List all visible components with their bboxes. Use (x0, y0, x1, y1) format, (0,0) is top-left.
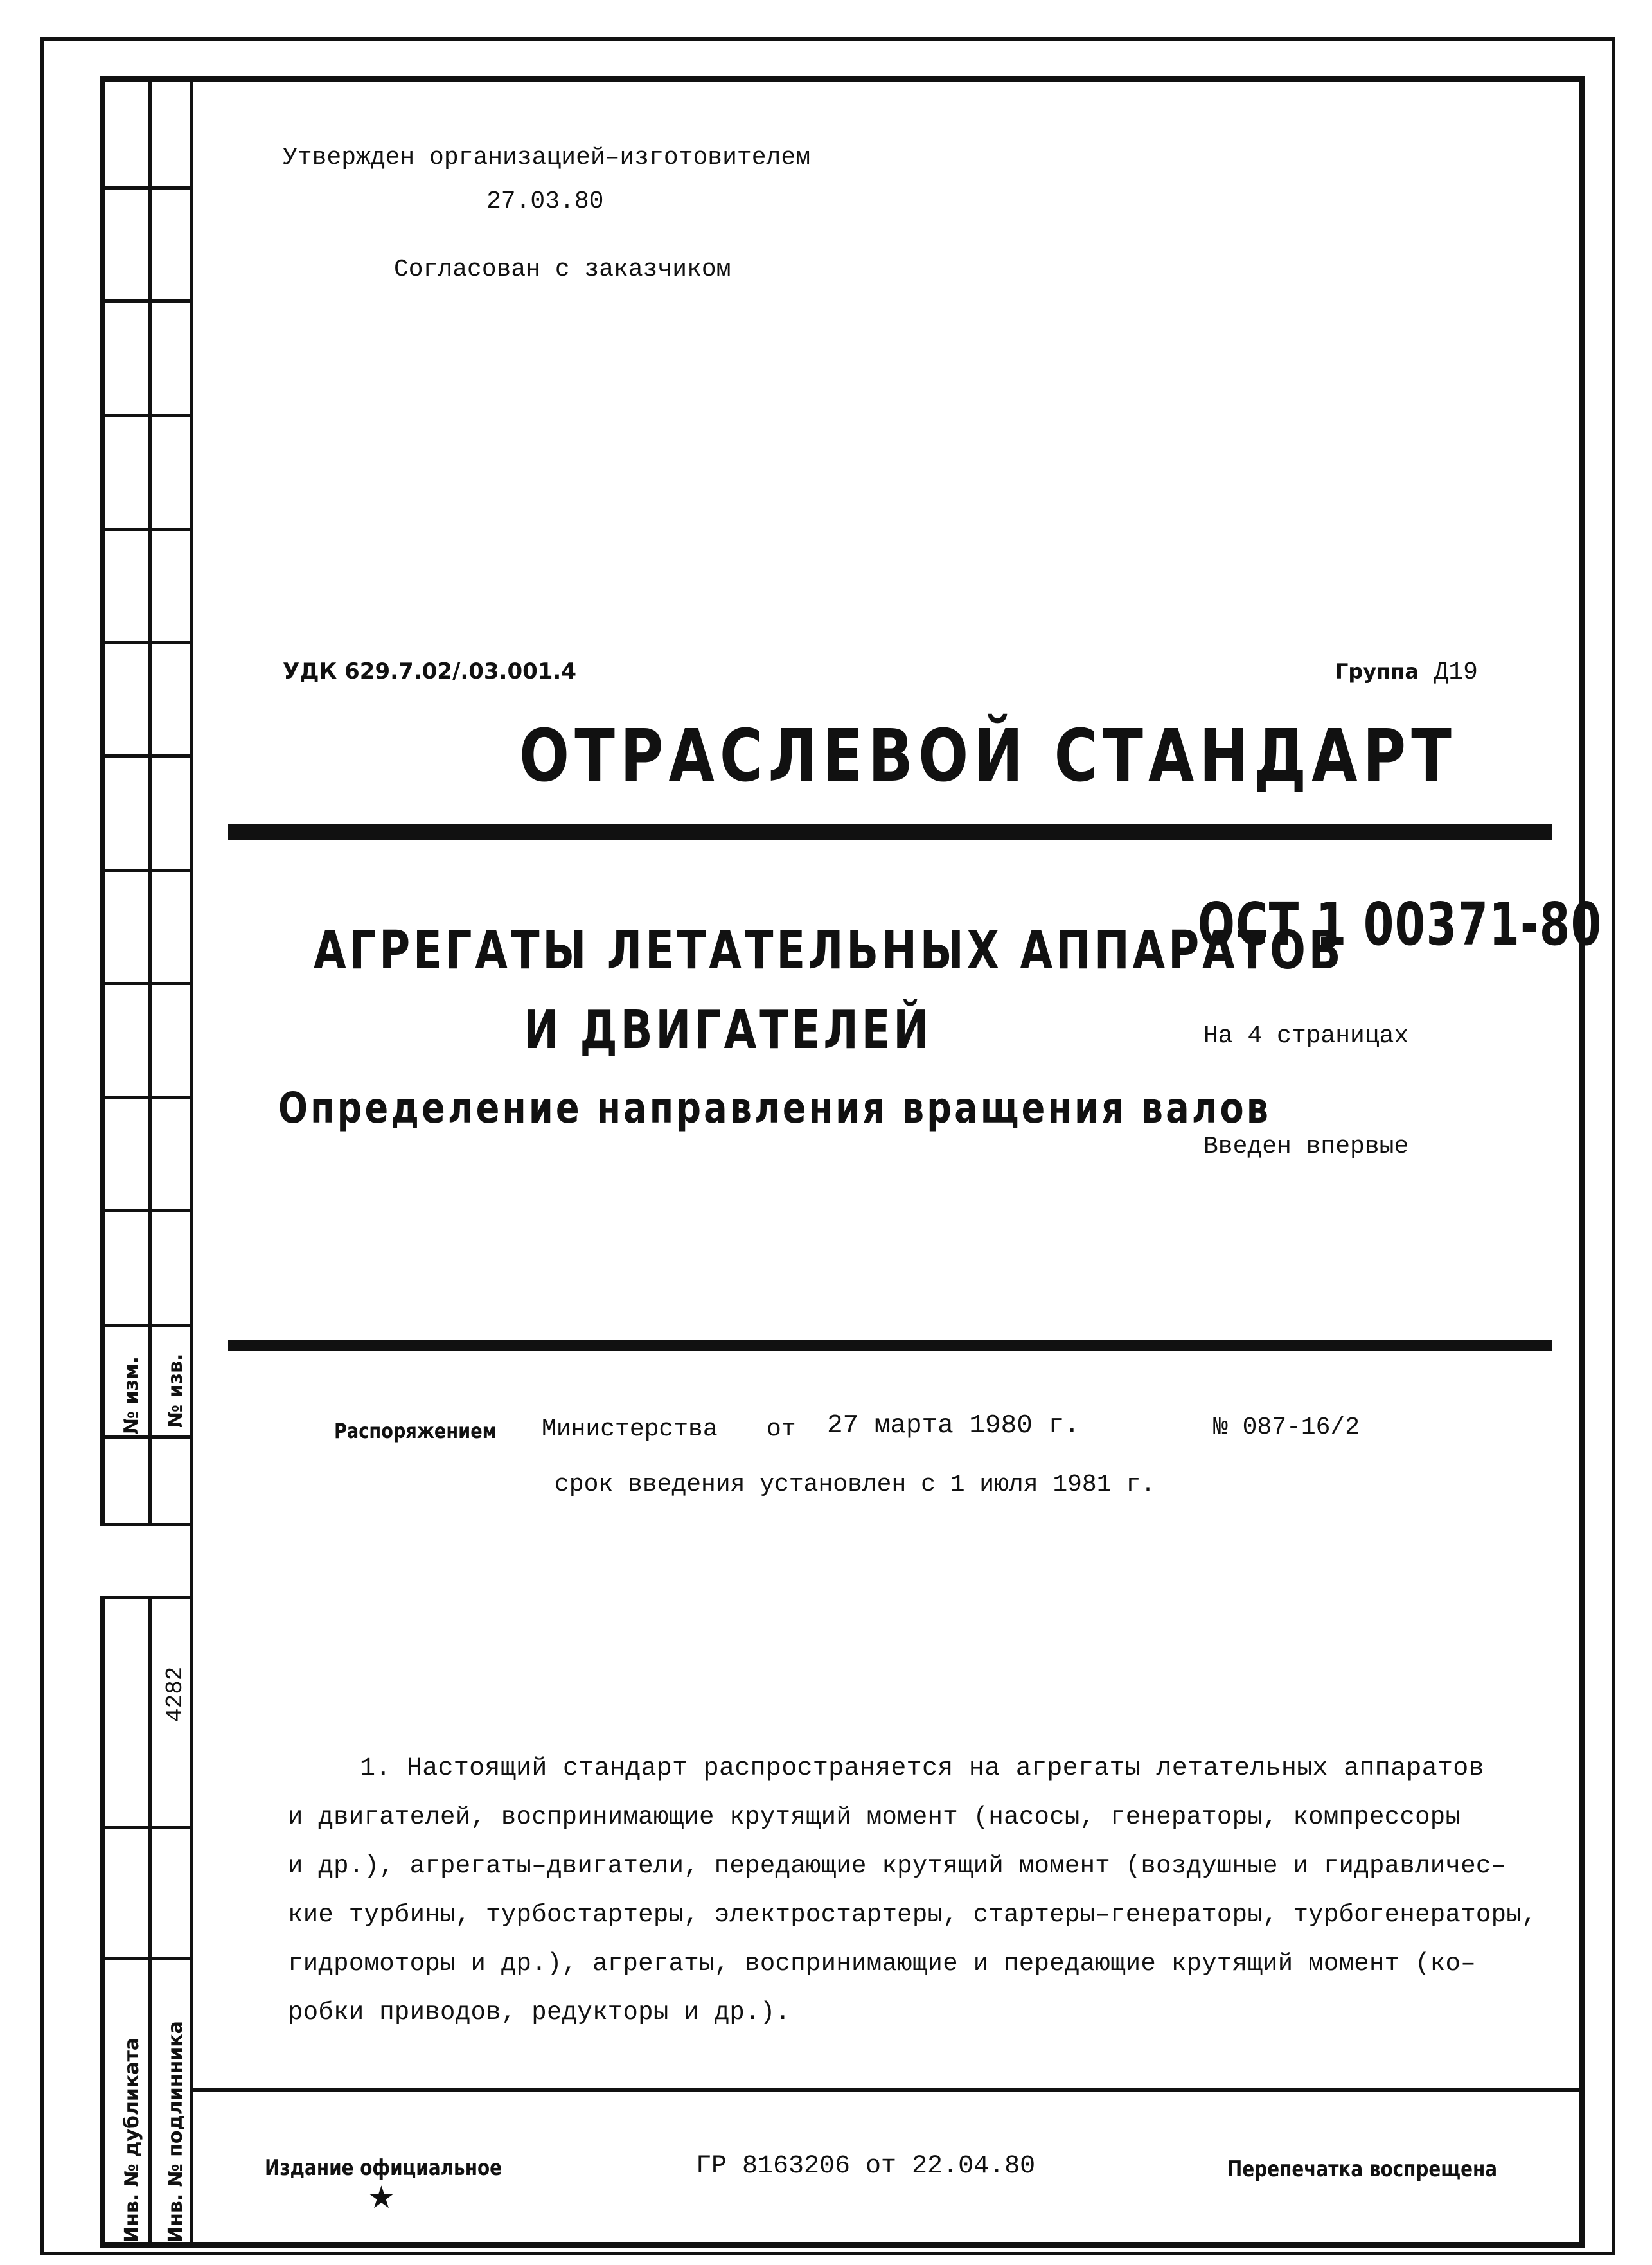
left-margin-column (100, 76, 193, 2248)
body-line-5: гидромоторы и др.), агрегаты, воспринимающие и передающие крутящий момент (ко– (288, 1950, 1476, 1978)
margin-row-line (100, 641, 193, 644)
registration-number: ГР 8163206 от 22.04.80 (696, 2152, 1036, 2181)
inv-number: 4282 (162, 1666, 188, 1722)
body-line-4: кие турбины, турбостартеры, электростартеры, стартеры–генераторы, турбогенераторы, (288, 1901, 1537, 1929)
reprint-notice: Перепечатка воспрещена (1227, 2156, 1498, 2182)
inv-duplicate-label: Инв. № дубликата (121, 2037, 143, 2243)
agreed-text: Согласован с заказчиком (394, 256, 731, 283)
margin-row-line (100, 528, 193, 531)
main-title: ОТРАСЛЕВОЙ СТАНДАРТ (519, 715, 1457, 798)
edition-label: Издание официальное (265, 2155, 502, 2181)
izm-label: № изм. (120, 1356, 143, 1434)
udk-code (283, 659, 576, 686)
group-label: Группа (1335, 659, 1419, 684)
approval-text: Утвержден организацией–изготовителем (283, 144, 810, 172)
footer-rule (190, 2088, 1584, 2092)
title-line-3: Определение направления вращения валов (278, 1083, 1272, 1133)
introduced-first: Введен впервые (1203, 1133, 1409, 1160)
margin-row-line (100, 982, 193, 985)
margin-row-line (100, 1957, 193, 1960)
body-line-2: и двигателей, воспринимающие крутящий момент (насосы, генераторы, компрессоры (288, 1803, 1461, 1831)
approval-date: 27.03.80 (486, 188, 604, 215)
order-date: 27 марта 1980 г. (827, 1411, 1080, 1441)
order-label: Распоряжением (334, 1419, 497, 1443)
margin-row-line (100, 414, 193, 417)
margin-row-line (100, 1826, 193, 1829)
star-mark: ★ (368, 2180, 396, 2216)
bottom-thick-rule (228, 1340, 1552, 1351)
margin-row-line (100, 1324, 193, 1327)
order-number: № 087-16/2 (1213, 1414, 1360, 1441)
margin-divider-outer (190, 76, 193, 2248)
margin-row-line (100, 1096, 193, 1099)
margin-row-line (100, 754, 193, 758)
title-line-2: И ДВИГАТЕЛЕЙ (524, 1000, 932, 1061)
margin-row-line (100, 869, 193, 872)
body-line-6: робки приводов, редукторы и др.). (288, 1998, 791, 2027)
pages-count: На 4 страницах (1203, 1022, 1409, 1050)
group-value: Д19 (1434, 659, 1478, 686)
order-ministry: Министерства (542, 1416, 718, 1443)
standard-number: ОСТ 1 00371-80 (1198, 890, 1603, 959)
margin-gap (100, 1526, 190, 1597)
effective-date: срок введения установлен с 1 июля 1981 г. (555, 1471, 1155, 1498)
izv-label: № изв. (164, 1353, 187, 1428)
udk-text: УДК 629.7.02/.03.001.4 (283, 659, 577, 684)
margin-row-line (100, 1435, 193, 1439)
body-line-3: и др.), агрегаты–двигатели, передающие крутящий момент (воздушные и гидравличес– (288, 1852, 1507, 1880)
margin-row-line (100, 299, 193, 303)
margin-row-line (100, 1209, 193, 1212)
order-from: от (767, 1416, 796, 1443)
margin-row-line (100, 186, 193, 190)
title-line-1: АГРЕГАТЫ ЛЕТАТЕЛЬНЫХ АППАРАТОВ (314, 920, 1344, 981)
inv-original-label: Инв. № подлинника (164, 2021, 187, 2243)
margin-divider-inner (148, 76, 152, 2248)
group-block (1335, 659, 1478, 686)
margin-row-line (100, 1596, 193, 1599)
top-thick-rule (228, 824, 1552, 840)
body-line-1: 1. Настоящий стандарт распространяется на агрегаты летательных аппаратов (360, 1754, 1484, 1783)
